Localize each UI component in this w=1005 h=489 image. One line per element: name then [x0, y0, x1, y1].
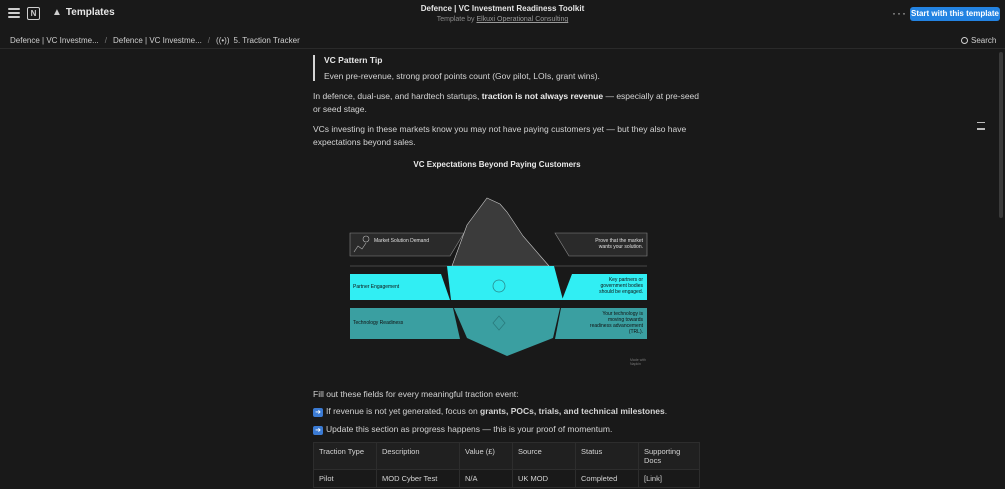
- instruction-2-bold: grants, POCs, trials, and technical milestones: [480, 406, 665, 416]
- page-title: Defence | VC Investment Readiness Toolkit: [420, 4, 585, 13]
- col-supporting-docs[interactable]: Supporting Docs: [639, 443, 700, 470]
- instruction-2-a: If revenue is not yet generated, focus on: [326, 406, 481, 416]
- table-header-row: [314, 443, 700, 470]
- instruction-3-text: Update this section as progress happens — this is your proof of momentum.: [326, 424, 613, 434]
- iceberg-middle: [447, 266, 563, 300]
- diagram-title: VC Expectations Beyond Paying Customers: [413, 160, 581, 169]
- scrollbar[interactable]: [999, 52, 1003, 218]
- author-link[interactable]: Elkuxi Operational Consulting: [476, 16, 569, 23]
- templates-label: Templates: [65, 7, 115, 18]
- instruction-2-c: .: [664, 406, 668, 416]
- arrow-right-icon: ➜: [313, 426, 323, 435]
- table-of-contents-icon[interactable]: [977, 122, 985, 135]
- template-author: [0, 16, 1005, 23]
- vc-tip-callout: [313, 55, 703, 81]
- top-bar: [0, 0, 1005, 28]
- napkin-credit: Made with Napkin: [630, 358, 646, 366]
- callout-text: Even pre-revenue, strong proof points count (Gov pilot, LOIs, grant wins).: [324, 71, 600, 81]
- breadcrumb-separator: /: [104, 36, 108, 45]
- label-partner-engagement: Partner Engagement: [353, 284, 400, 290]
- breadcrumb-separator: /: [207, 36, 211, 45]
- breadcrumb-item-2[interactable]: Defence | VC Investme...: [113, 36, 202, 45]
- iceberg-diagram: [317, 160, 657, 365]
- col-description[interactable]: Description: [377, 443, 460, 470]
- page-content: [313, 52, 703, 488]
- col-source[interactable]: Source: [513, 443, 576, 470]
- table-cell[interactable]: Completed: [576, 470, 639, 488]
- label-key-partners: Key partners or government bodies should be engaged.: [599, 277, 643, 295]
- label-prove-market: Prove that the market wants your solution.: [595, 238, 643, 250]
- label-trl: Your technology is moving towards readiness advancement (TRL).: [589, 311, 643, 335]
- table-row: [314, 470, 700, 488]
- instructions: [313, 389, 703, 488]
- callout-title: VC Pattern Tip: [324, 55, 383, 65]
- search-label: Search: [971, 36, 997, 45]
- signal-wave-icon: ((•)): [216, 36, 230, 45]
- notion-logo-icon[interactable]: N: [27, 7, 40, 20]
- shapes-icon: ▲: [52, 7, 62, 18]
- table-cell[interactable]: MOD Cyber Test: [377, 470, 460, 488]
- intro-text-bold: traction is not always revenue: [481, 91, 604, 101]
- search-icon: [961, 37, 968, 44]
- intro-paragraph-1: [313, 90, 703, 116]
- breadcrumb: [10, 36, 300, 45]
- col-value[interactable]: Value (£): [460, 443, 513, 470]
- col-status[interactable]: Status: [576, 443, 639, 470]
- table-cell[interactable]: Pilot: [314, 470, 377, 488]
- intro-text-c: — especially at pre-seed or seed stage.: [313, 91, 700, 114]
- search-button[interactable]: [961, 36, 996, 45]
- table-cell[interactable]: [Link]: [639, 470, 700, 488]
- start-with-template-button[interactable]: Start with this template: [910, 7, 1000, 21]
- instruction-line-1: Fill out these fields for every meaningful traction event:: [313, 389, 519, 399]
- arrow-right-icon: ➜: [313, 408, 323, 417]
- iceberg-tip: [452, 198, 549, 266]
- instruction-line-3: [313, 424, 703, 435]
- traction-table: [313, 442, 700, 488]
- header-divider: [0, 48, 1005, 49]
- breadcrumb-item-3[interactable]: 5. Traction Tracker: [233, 36, 300, 45]
- label-market-demand: Market Solution Demand: [374, 238, 430, 244]
- breadcrumb-item-1[interactable]: Defence | VC Investme...: [10, 36, 99, 45]
- label-technology-readiness: Technology Readiness: [353, 320, 404, 326]
- col-traction-type[interactable]: Traction Type: [314, 443, 377, 470]
- more-options-icon[interactable]: ···: [892, 6, 907, 20]
- intro-text-a: In defence, dual-use, and hardtech startups,: [313, 91, 482, 101]
- author-prefix: Template by: [436, 16, 475, 23]
- table-cell[interactable]: UK MOD: [513, 470, 576, 488]
- instruction-line-2: [313, 406, 703, 417]
- table-cell[interactable]: N/A: [460, 470, 513, 488]
- page-header: [0, 4, 1005, 23]
- intro-paragraph-2: VCs investing in these markets know you may not have paying customers yet — but they also have expectations beyond sales.: [313, 124, 687, 147]
- iceberg-bottom: [454, 308, 560, 356]
